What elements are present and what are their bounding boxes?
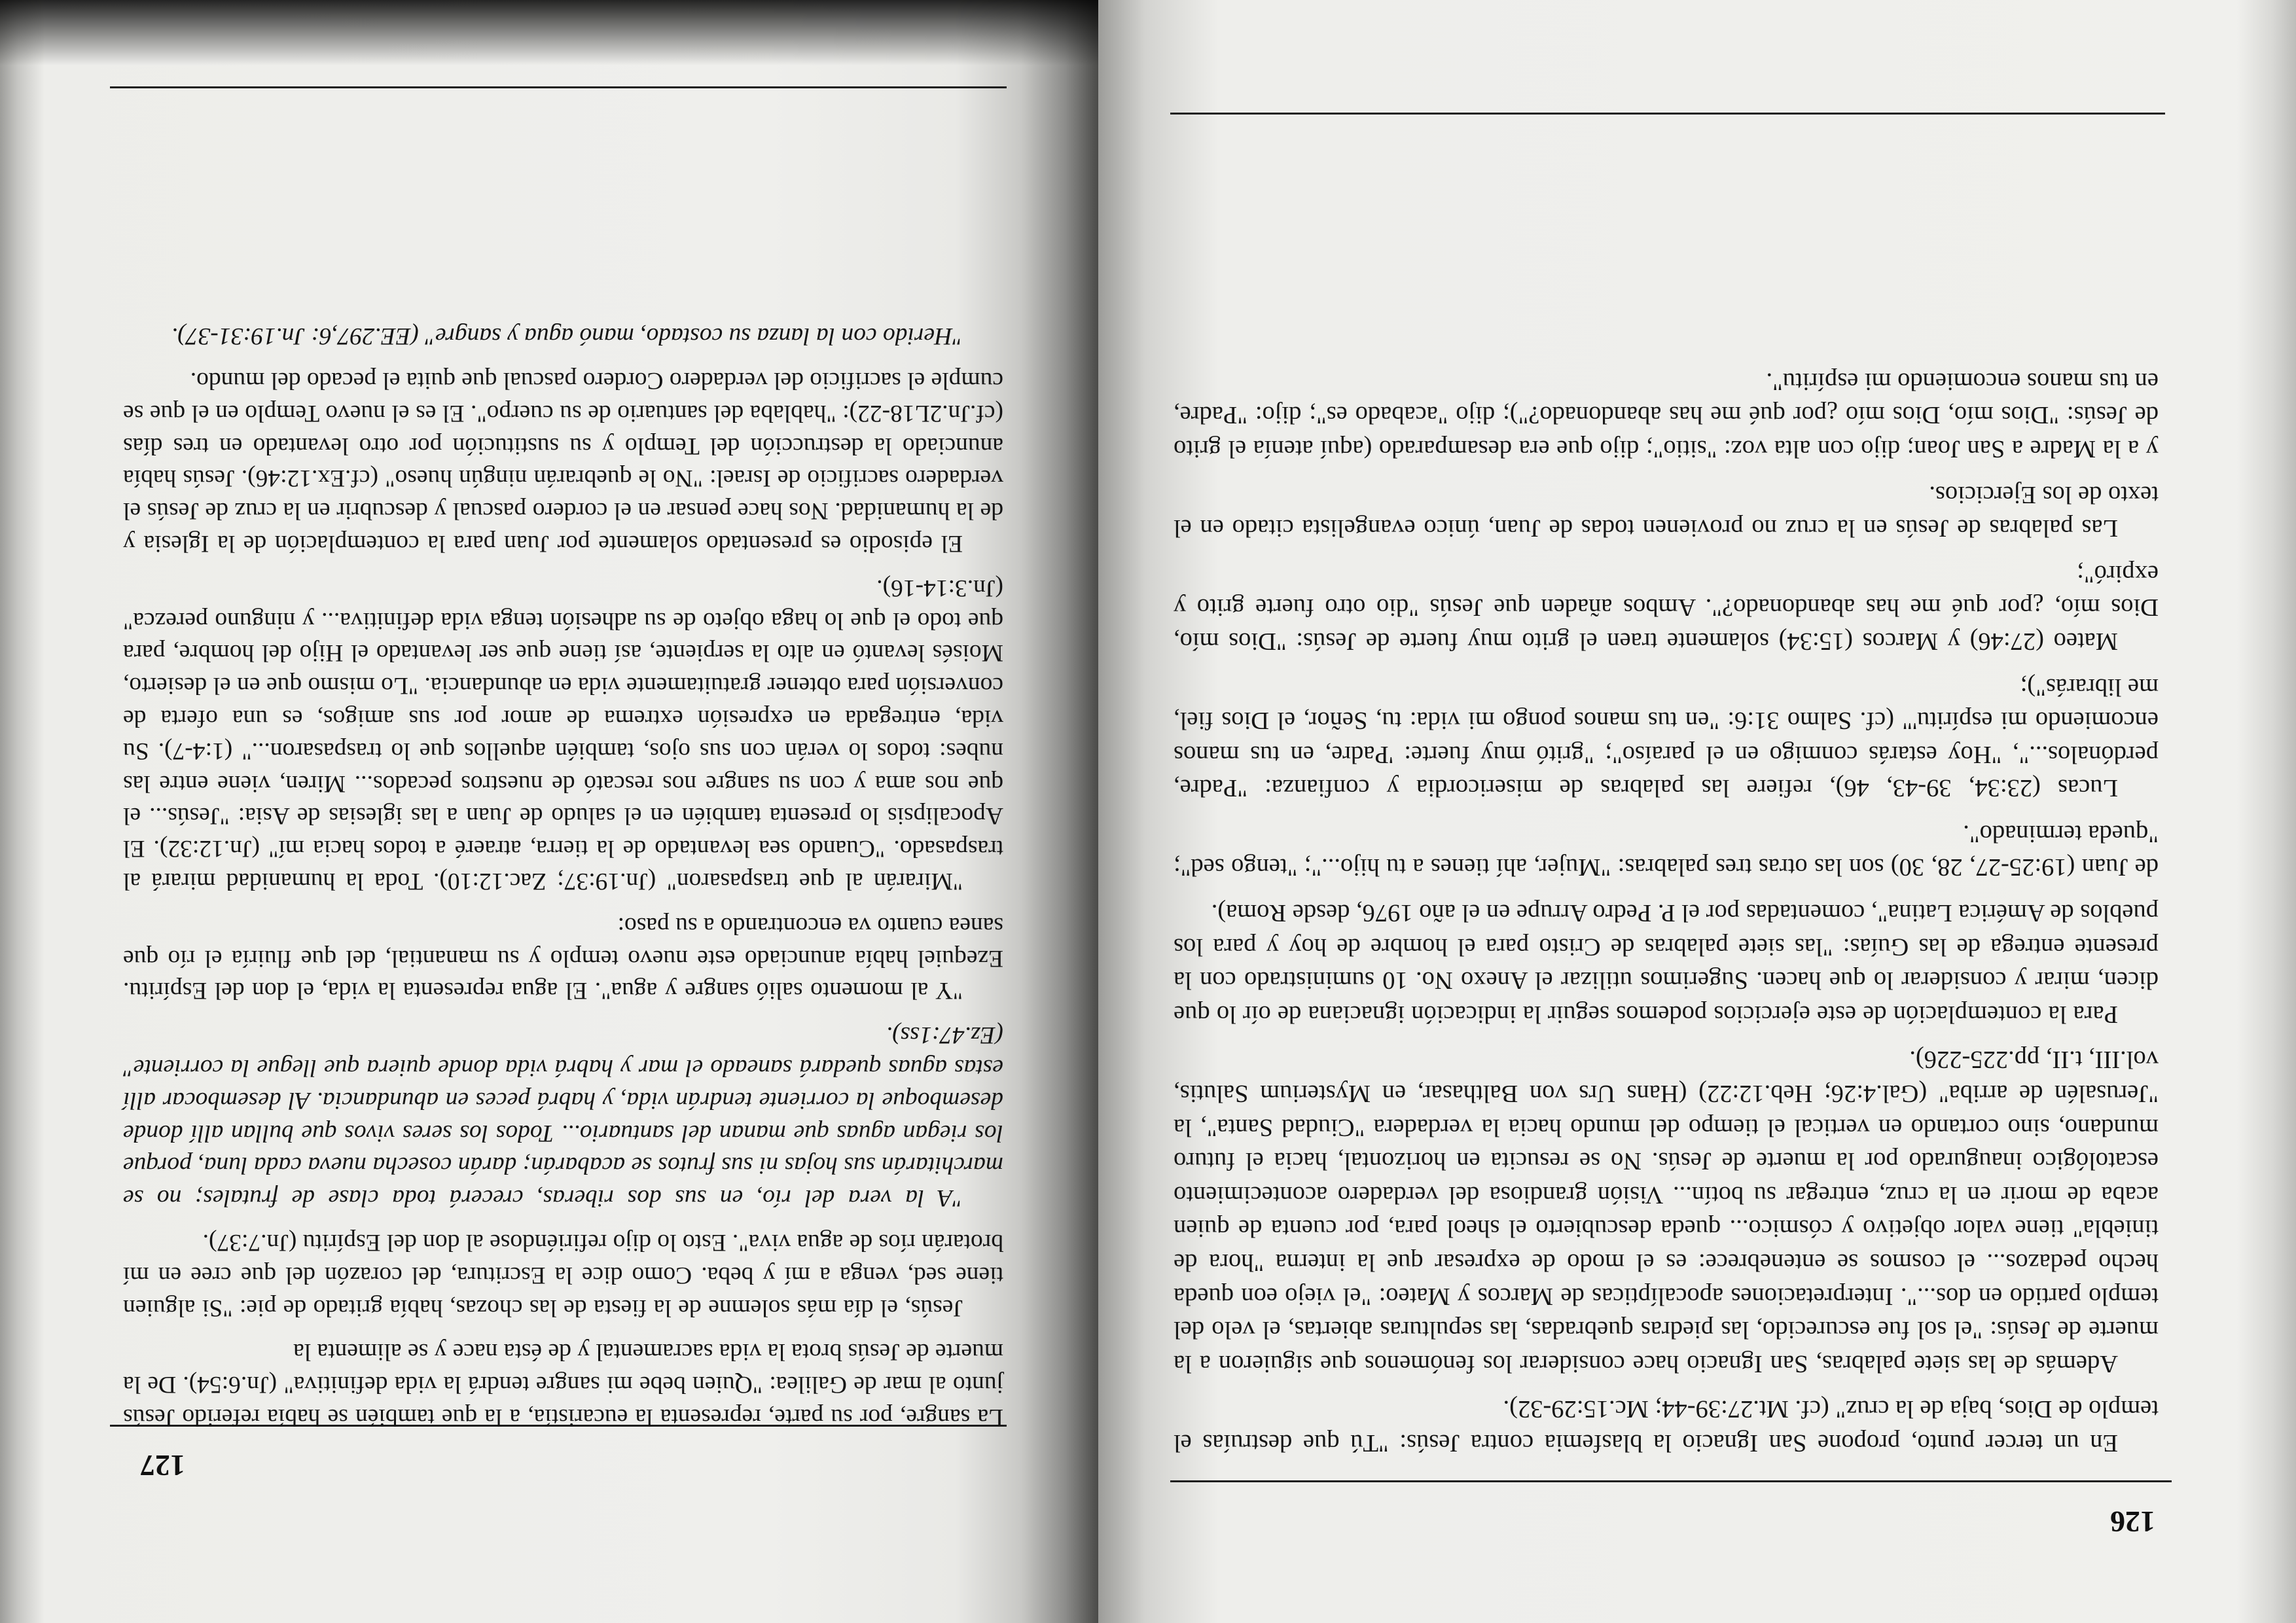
paragraph: El episodio es presentado solamente por Juan para la contemplación de la Iglesia y de la humanidad. Nos hace pensar en el cordero pascual y descubrir en la cruz de Jesús el verdadero sacrificio de Israel: "No le quebrarán ningún hueso" (cf.Ex.12:46). Jesús había anunciado la destrucción del Templo y su sustitución por otro levantado en tres días (cf.Jn.2L18-22): "hablaba del santuario de su cuerpo". El es el nuevo Templo en el que se cumple el sacrificio del verdadero Cordero pascual que quita el pecado del mundo. (123, 367, 1003, 558)
footer-rule (110, 86, 1007, 88)
page-number: 127 (140, 1449, 185, 1482)
paragraph: Para la contemplación de este ejercicios podemos seguir la indicación ignaciana de oír lo que dicen, mirar y considerar lo que hacen. Sugerimos utilizar el Anexo No. 10 suministrado con la presente entrega de las Guías: "las siete palabras de Cristo para el hombre de hoy y para los pueblos de América Latina", comentadas por el P. Pedro Arrupe en el año 1976, desde Roma). (1174, 899, 2159, 1028)
paragraph: Lucas (23:34, 39-43, 46), refiere las palabras de misericordia y confianza: "Padre, perdónalos...", "Hoy estarás conmigo en el paraíso"; "gritó muy fuerte: 'Padre, en tus manos encomiendo mi espíritu'" (cf. Salmo 31:6: "en tus manos pongo mi vida: tu, Señor, el Dios fiel, me librarás"); (1174, 673, 2159, 802)
page-edge-shadow (0, 0, 45, 1623)
paragraph: Además de las siete palabras, San Ignacio hace considerar los fenómenos que siguieron a la muerte de Jesús: "el sol fue escurecido, las piedras quebradas, las sepulturas abiertas, el velo del templo partido en dos...". Interpretaciones apocalípticas de Marcos y Mateo: "el viejo eon queda hecho pedazos... el cosmos se entenebrece: es el modo de expresar que la interna "hora de tiniebla" tiene valor objetivo y cósmico... queda descubierto el sheol para, por cuenta de quien acaba de morir en la cruz, entregar su botín... Visión grandiosa del verdadero acontecimiento escatológico inaugurado por la muerte de Jesús. No se resucita en horizontal, hacia el futuro mundano, sino cortando en vertical el tiempo del mundo hacia la verdadera "Ciudad Santa", la "Jerusalén de arriba" (Gal.4:26; Heb.12:22) (Hans Urs von Balthasar, en Mysterium Salutis, vol.III, t.II, pp.225-226). (1174, 1046, 2159, 1378)
footer-rule (1170, 113, 2165, 115)
quote-block: "A la vera del río, en sus dos riberas, crecerá toda clase de frutales; no se marchitarán sus hojas ni sus frutos se acabarán; darán cosecha nueva cada luna, porque los riegan aguas que manan del santuario... Todos los seres vivos que bullan allí donde desemboque la corriente tendrán vida, y habrá peces en abundancia. Al desembocar allí estas aguas quedará saneado el mar y habrá vida donde quiera que llegue la corriente" (Ez.47:1ss). (123, 1022, 1003, 1212)
paragraph: "Y al momento salió sangre y agua". El agua representa la vida, el don del Espíritu. Ezequiel había anunciado este nuevo templo y su manantial, del que fluiría el río que sanea cuanto va encontrando a su paso: (123, 912, 1003, 1005)
page-shadow (0, 0, 1098, 65)
paragraph: Jesús, el día más solemne de la fiesta de las chozas, había gritado de pie: "Si alguien tiene sed, venga a mí y beba. Como dice la Escritura, del corazón del que cree en mí brotarán ríos de agua viva". Esto lo dijo refiriéndose al don del Espíritu (Jn.7:37). (123, 1229, 1003, 1321)
paragraph: de Juan (19:25-27, 28, 30) son las otras tres palabras: "Mujer, ahí tienes a tu hijo..."; "tengo sed"; "queda terminado". (1174, 819, 2159, 882)
page-126-text (1174, 364, 2159, 1459)
paragraph: La sangre, por su parte, representa la eucaristía, a la que también se había referido Jesús junto al mar de Galilea: "Quien bebe mi sangre tendrá la vida definitiva" (Jn.6:54). De la muerte de Jesús brota la vida sacramental y de ésta nace y se alimenta la (123, 1338, 1003, 1431)
paragraph: "Herido con la lanza su costado, manó agua y sangre" (EE.297,6: Jn.19:31-37). (171, 323, 963, 350)
paragraph: En un tercer punto, propone San Ignacio la blasfemia contra Jesús: "Tú que destruías el templo de Dios, baja de la cruz" (cf. Mt.27:39-44; Mc.15:29-32). (1174, 1395, 2159, 1457)
header-rule (1170, 1480, 2172, 1482)
paragraph: Las palabras de Jesús en la cruz no provienen todas de Juan, único evangelista citado en el texto de los Ejercicios. (1174, 480, 2159, 543)
page-127-text (123, 320, 1003, 1434)
page-number: 126 (2110, 1505, 2155, 1539)
page-edge-shadow (2237, 0, 2296, 1623)
page-126 (1072, 0, 2296, 1623)
paragraph: "Mirarán al que traspasaron" (Jn.19:37; Zac.12:10). Toda la humanidad mirará al traspasado. "Cuando sea levantado de la tierra, atraeré a todos hacia mí" (Jn.12:32). El Apocalipsis lo presenta también en el saludo de Juan a las iglesias de Asia: "Jesús... el que nos ama y con su sangre nos rescató de nuestros pecados... Miren, viene entre las nubes: todos lo verán con sus ojos, también aquellos que lo traspasaron..." (1:4-7). Su vida, entregada en expresión extrema de amor por sus amigos, es una oferta de conversión para obtener gratuitamente vida en abundancia. "Lo mismo que en el desierto, Moisés levantó en alto la serpiente, así tiene que ser levantado el Hijo del hombre, para que todo el que lo haga objeto de su adhesión tenga vida definitiva... y ninguno perezca" (Jn.3:14-16). (123, 574, 1003, 895)
paragraph: y a la Madre a San Joan; dijo con alta voz: "sitio"; dijo que era desamparado (aquí atenía el grito de Jesús: "Dios mío, Dios mío ¿por qué me has abandonado?"); dijo "acabado es"; dijo: "Padre, en tus manos encomiendo mi espíritu". (1174, 367, 2159, 463)
page-127 (0, 0, 1098, 1623)
paragraph: Mateo (27:46) y Marcos (15:34) solamente traen el grito muy fuerte de Jesús: "Dios mío, Dios mío, ¿por qué me has abandonado?". Ambos añaden que Jesús "dio otro fuerte grito y expiró"; (1174, 560, 2159, 655)
